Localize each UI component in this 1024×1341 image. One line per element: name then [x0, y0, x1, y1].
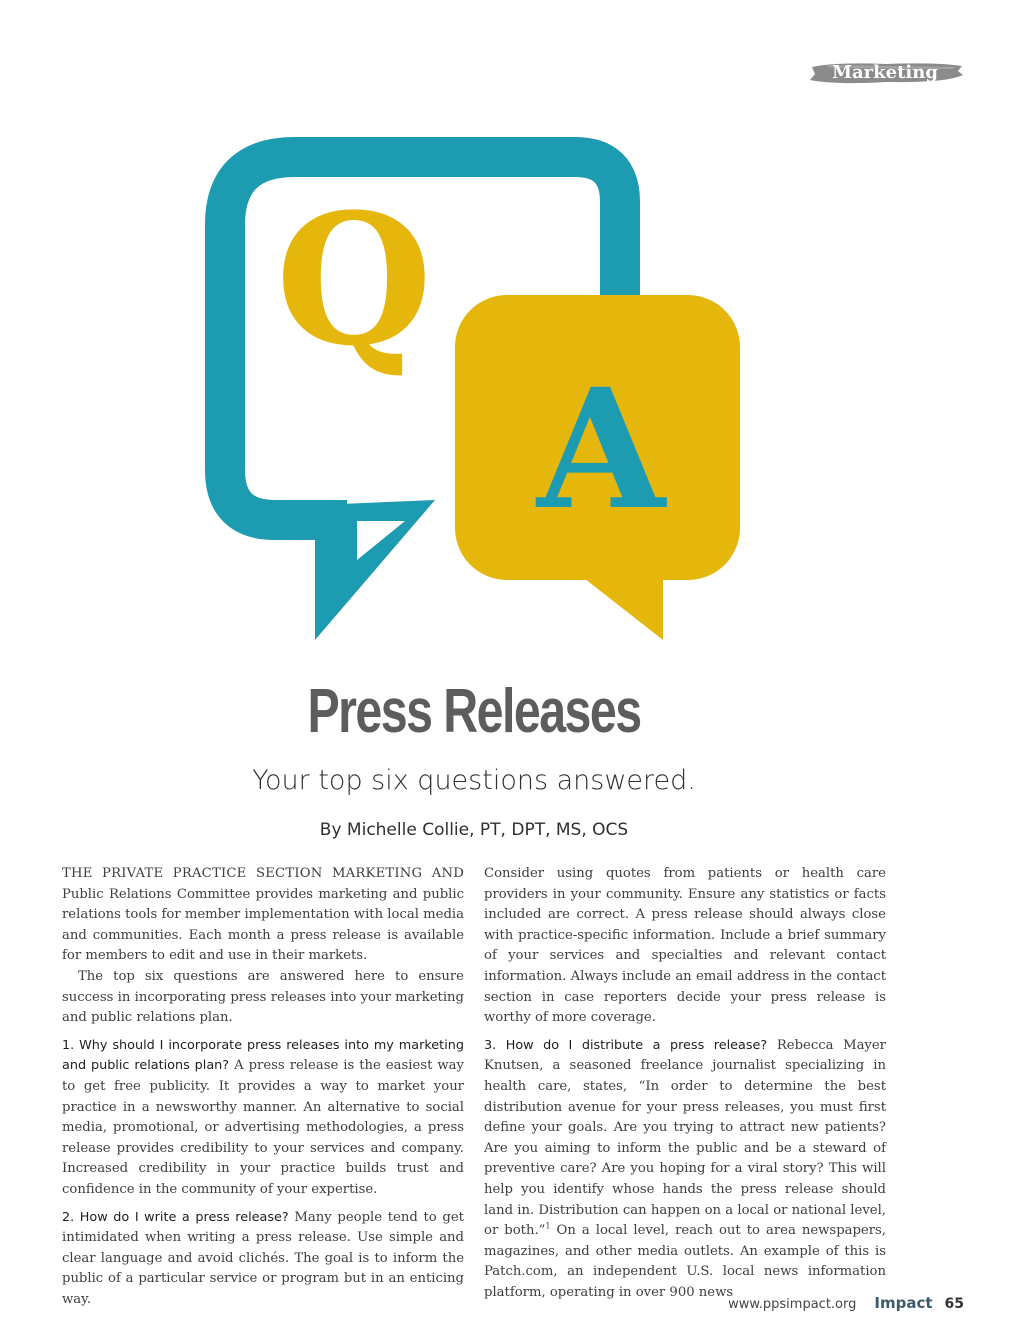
question-1: 1. Why should I incorporate press releases into my marketing and public relations plan? A press release is the easiest way to get free publicity. It provides a way to market your practice in a newsworthy manner. An alternative to social media, promotional, or advertising methodologies, a press release provides credibility to your services and company. Increased credibility in your practice builds trust and confidence in the community of your expertise.	[62, 1037, 464, 1197]
question-3: 3. How do I distribute a press release? Rebecca Mayer Knutsen, a seasoned freelance journalist specializing in health care, states, “In order to determine the best distribution avenue for your press releases, you must first define your goals. Are you trying to attract new patients? Are you aiming to inform the public and be a steward of preventive care? Are you hoping for a viral story? This will help you identify whose hands the press release should land in. Distribution can happen on a local or national level, or both.”$^1$ On a local level, reach out to area newspapers, magazines, and other media outlets. An example of this is Patch.com, an independent U.S. local news information platform, operating in over 900 news	[484, 1037, 887, 1300]
intro-paragraph: THE PRIVATE PRACTICE SECTION MARKETING AND Public Relations Committee provides marketing and public relations tools for member implementation with local media and communities. Each month a press release is available for members to edit and use in their markets.	[62, 866, 464, 964]
website-url[interactable]: www.ppsimpact.org	[728, 1297, 857, 1312]
body-column-right	[484, 864, 886, 1303]
question-3-heading: 3. How do I distribute a press release?	[484, 1037, 768, 1053]
section-tag	[806, 58, 964, 88]
page-number: 65	[944, 1296, 964, 1312]
question-2: 2. How do I write a press release? Many people tend to get intimidated when writing a press release. Use simple and clear language and avoid clichés. The goal is to inform the public of a particular service or program but in an enticing way.	[62, 1209, 464, 1307]
footnote-marker: 1	[545, 1221, 551, 1231]
answer-bubble-tail	[580, 575, 663, 640]
question-1-heading: 1. Why should I incorporate press releases into my marketing and public relations plan?	[62, 1037, 464, 1074]
answer-letter: A	[536, 352, 666, 546]
page-footer	[728, 1294, 964, 1316]
question-2-heading: 2. How do I write a press release?	[62, 1209, 289, 1225]
question-2-continued: Consider using quotes from patients or health care providers in your community. Ensure any statistics or facts included are correct. A press release should always close with practice-specific information. Include a brief summary of your services and specialties and relevant contact information. Always include an email address in the contact section in case reporters decide your press release is worthy of more coverage.	[484, 866, 886, 1026]
intro-paragraph-2: The top six questions are answered here to ensure success in incorporating press releases into your marketing and public relations plan.	[62, 968, 464, 1026]
body-column-left	[62, 864, 464, 1310]
magazine-name: Impact	[874, 1294, 933, 1312]
lead-in-caps: THE PRIVATE PRACTICE SECTION MARKETING AND	[62, 866, 464, 881]
article-subtitle: Your top six questions answered.	[252, 765, 696, 796]
question-letter: Q	[275, 175, 433, 386]
article-title: Press Releases	[307, 677, 641, 746]
article-byline: By Michelle Collie, PT, DPT, MS, OCS	[319, 820, 629, 840]
qa-speech-bubbles-illustration	[205, 135, 750, 645]
section-tag-label: Marketing	[832, 62, 938, 83]
